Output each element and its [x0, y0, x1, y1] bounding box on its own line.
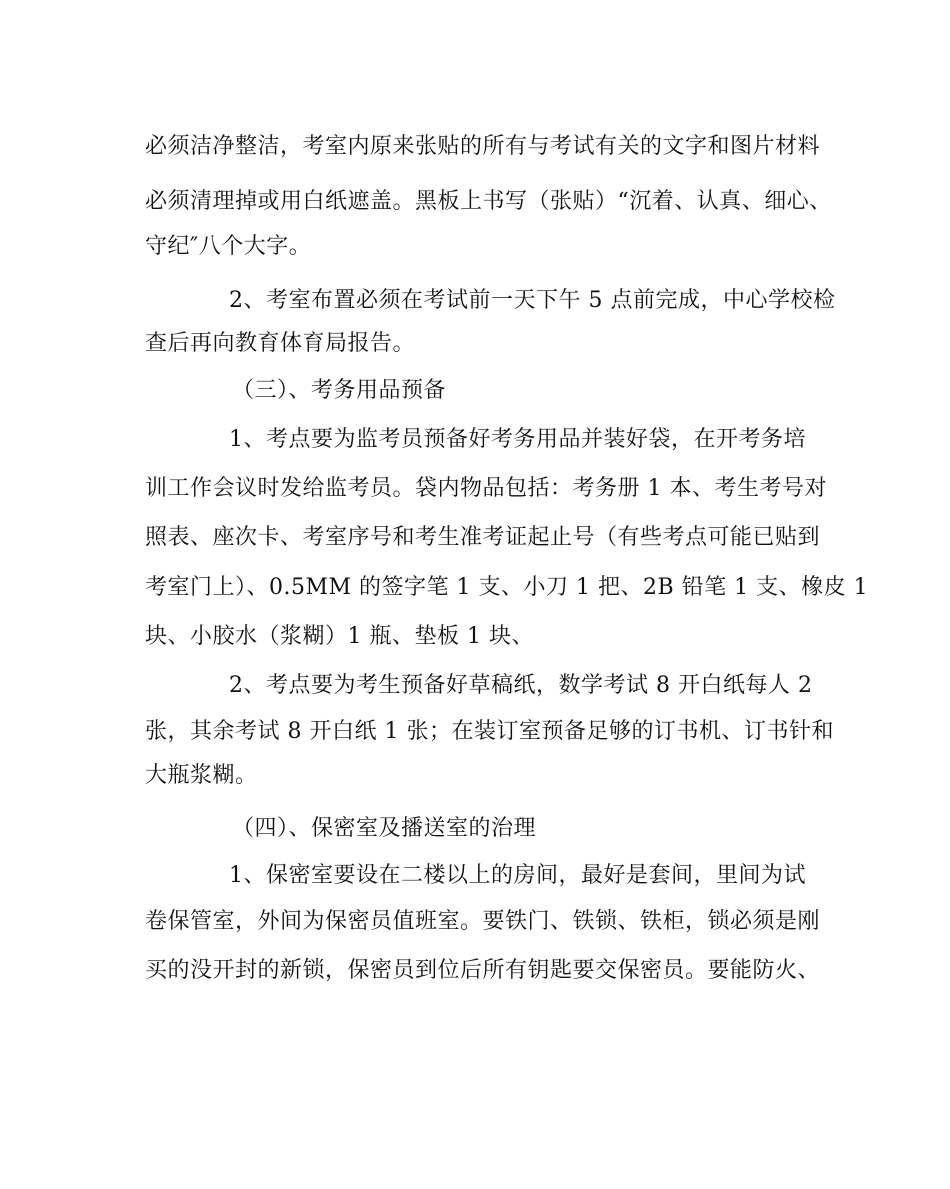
text-line: 1、考点要为监考员预备好考务用品并装好袋，在开考务培 — [229, 427, 806, 452]
text-line: 1、保密室要设在二楼以上的房间，最好是套间，里间为试 — [229, 863, 806, 888]
text-line: 2、考室布置必须在考试前一天下午 5 点前完成，中心学校检 — [229, 288, 836, 313]
text-line: 守纪″八个大字。 — [145, 234, 312, 259]
text-line: 查后再向教育体育局报告。 — [145, 331, 416, 356]
text-line: 张，其余考试 8 开白纸 1 张；在装订室预备足够的订书机、订书针和 — [145, 719, 834, 744]
text-line: 2、考点要为考生预备好草稿纸，数学考试 8 开白纸每人 2 — [229, 673, 813, 698]
text-line: 训工作会议时发给监考员。袋内物品包括：考务册 1 本、考生考号对 — [145, 476, 827, 501]
text-line: 必须清理掉或用白纸遮盖。黑板上书写（张贴）“沉着、认真、细心、 — [145, 189, 832, 214]
section-heading: （四）、保密室及播送室的治理 — [232, 816, 537, 841]
text-line: 大瓶浆糊。 — [145, 763, 258, 788]
section-heading: （三）、考务用品预备 — [232, 378, 447, 403]
text-line: 必须洁净整洁，考室内原来张贴的所有与考试有关的文字和图片材料 — [145, 134, 821, 159]
text-line: 卷保管室，外间为保密员值班室。要铁门、铁锁、铁柜，锁必须是刚 — [145, 909, 821, 934]
text-line: 照表、座次卡、考室序号和考生准考证起止号（有些考点可能已贴到 — [145, 525, 821, 550]
text-line: 考室门上）、0.5MM 的签字笔 1 支、小刀 1 把、2B 铅笔 1 支、橡皮 1 — [145, 575, 869, 600]
text-line: 块、小胶水（浆糊）1 瓶、垫板 1 块、 — [145, 624, 534, 649]
text-line: 买的没开封的新锁，保密员到位后所有钥匙要交保密员。要能防火、 — [145, 958, 821, 983]
